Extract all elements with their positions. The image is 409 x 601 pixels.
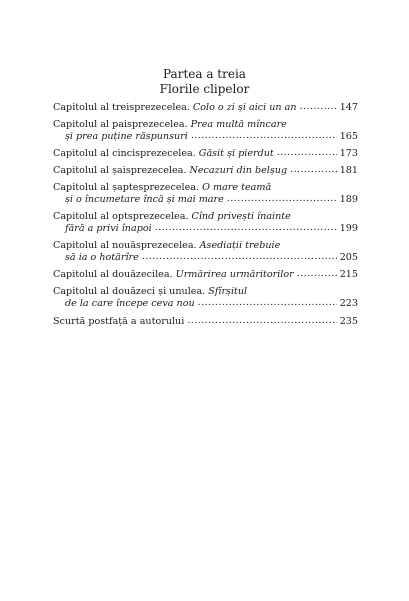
dot-leader [198, 297, 337, 309]
toc-entry-line [53, 298, 358, 310]
chapter-title: Necazuri din belșug [189, 165, 288, 176]
toc-entry [53, 182, 358, 206]
dot-leader [277, 147, 337, 159]
dot-leader [297, 268, 337, 280]
chapter-title: Cînd privești înainte [191, 211, 291, 222]
toc-entry [53, 165, 358, 177]
chapter-label: Capitolul al nouăsprezecelea. [53, 240, 197, 251]
toc-entry [53, 269, 358, 281]
chapter-label: Capitolul al șaptesprezecelea. [53, 182, 200, 193]
dot-leader [187, 315, 336, 327]
chapter-title-continued: și prea puține răspunsuri [65, 131, 188, 142]
chapter-label: Capitolul al treisprezecelea. [53, 102, 190, 113]
part-subtitle: Florile clipelor [159, 82, 250, 96]
chapter-title-continued: să ia o hotărîre [65, 252, 139, 263]
toc-entry [53, 102, 358, 114]
chapter-label: Capitolul al paisprezecelea. [53, 119, 188, 130]
page-number: 147 [339, 102, 358, 113]
toc-entry [53, 211, 358, 235]
dot-leader [155, 222, 337, 234]
chapter-title: Urmărirea urmăritorilor [175, 269, 294, 280]
table-of-contents [53, 102, 358, 315]
dot-leader [290, 164, 337, 176]
page-number: 223 [339, 298, 358, 309]
chapter-title-continued: și o încumetare încă și mai mare [65, 194, 224, 205]
part-title: Partea a treia [163, 67, 246, 81]
page-number: 173 [339, 148, 358, 159]
chapter-label: Capitolul al douăzeci și unulea. [53, 286, 206, 297]
chapter-title: Sfîrșitul [208, 286, 248, 297]
chapter-title: O mare teamă [202, 182, 272, 193]
page-number: 189 [339, 194, 358, 205]
dot-leader [227, 193, 337, 205]
page-number: 165 [339, 131, 358, 142]
dot-leader [300, 101, 337, 113]
toc-entry-line [53, 194, 358, 206]
page-number: 205 [339, 252, 358, 263]
chapter-label: Capitolul al cincisprezecelea. [53, 148, 196, 159]
toc-entry-line [53, 131, 358, 143]
toc-entry [53, 119, 358, 143]
chapter-title: Găsit și pierdut [198, 148, 274, 159]
dot-leader [142, 251, 337, 263]
toc-entry-line [53, 269, 358, 281]
toc-entry-line [53, 223, 358, 235]
toc-entry-line [53, 102, 358, 114]
chapter-title: Prea multă mîncare [190, 119, 287, 130]
chapter-title: Colo o zi și aici un an [192, 102, 297, 113]
postface-label: Scurtă postfață a autorului [53, 316, 185, 327]
chapter-label: Capitolul al douăzecilea. [53, 269, 173, 280]
toc-entry-line [53, 148, 358, 160]
postface-entry [53, 316, 358, 328]
chapter-label: Capitolul al optsprezecelea. [53, 211, 189, 222]
toc-entry [53, 148, 358, 160]
page-number: 199 [339, 223, 358, 234]
chapter-title: Asediații trebuie [199, 240, 281, 251]
chapter-title-continued: de la care începe ceva nou [65, 298, 195, 309]
chapter-title-continued: fără a privi înapoi [65, 223, 152, 234]
page-number: 215 [339, 269, 358, 280]
dot-leader [191, 130, 337, 142]
toc-entry [53, 286, 358, 310]
toc-entry-line [53, 252, 358, 264]
chapter-label: Capitolul al șaisprezecelea. [53, 165, 187, 176]
page-number: 181 [339, 165, 358, 176]
toc-entry [53, 240, 358, 264]
toc-entry-line [53, 165, 358, 177]
postface-page-number: 235 [339, 316, 358, 327]
